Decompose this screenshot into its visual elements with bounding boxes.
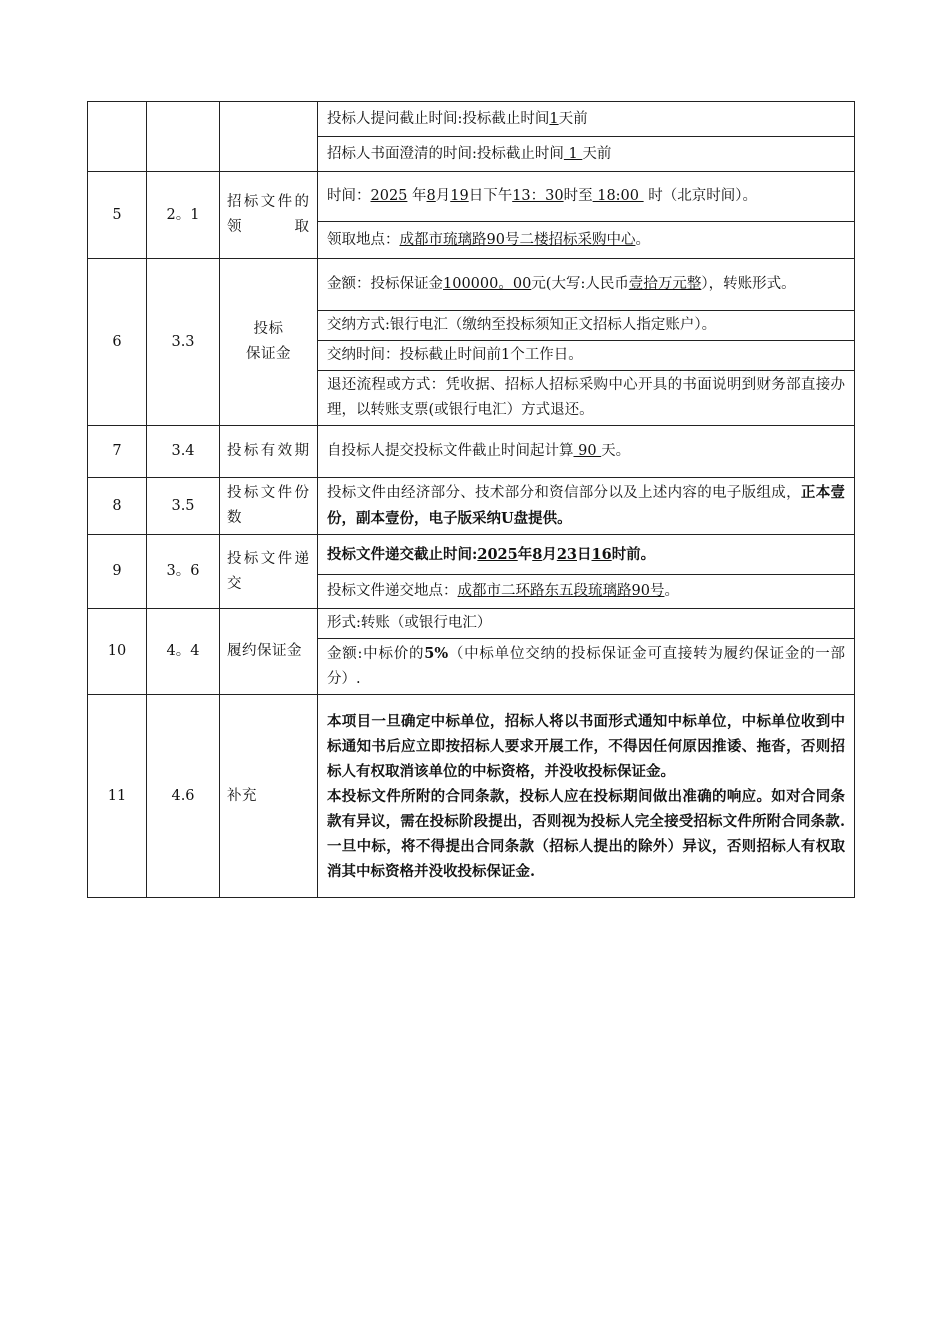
copies-cell: 投标文件由经济部分、技术部分和资信部分以及上述内容的电子版组成，正本壹份，副本壹份，电子版采纳U盘提供。 (318, 478, 855, 535)
submission-deadline-cell: 投标文件递交截止时间:2025年8月23日16时前。 (318, 535, 855, 575)
item-cell: 投标 保证金 (220, 259, 318, 426)
clause-cell (147, 102, 220, 172)
row-number-cell: 11 (88, 695, 147, 898)
table-row (88, 102, 855, 137)
table-row (88, 259, 855, 311)
collection-place-cell: 领取地点：成都市琉璃路90号二楼招标采购中心。 (318, 222, 855, 259)
item-cell: 招标文件的领取 (220, 172, 318, 259)
table-row (88, 695, 855, 898)
item-cell: 补充 (220, 695, 318, 898)
row-number-cell: 7 (88, 426, 147, 478)
bid-bond-method-cell: 交纳方式:银行电汇（缴纳至投标须知正文招标人指定账户）。 (318, 311, 855, 341)
row-number-cell: 5 (88, 172, 147, 259)
bid-bond-refund-cell: 退还流程或方式：凭收据、招标人招标采购中心开具的书面说明到财务部直接办理，以转账支票(或银行电汇）方式退还。 (318, 371, 855, 426)
bid-bond-deadline-cell: 交纳时间：投标截止时间前1个工作日。 (318, 341, 855, 371)
item-cell (220, 102, 318, 172)
performance-bond-amount-cell: 金额:中标价的5%（中标单位交纳的投标保证金可直接转为履约保证金的一部分）. (318, 639, 855, 695)
table-row (88, 609, 855, 639)
table-row (88, 535, 855, 575)
item-cell: 投标文件份数 (220, 478, 318, 535)
clause-cell: 3。6 (147, 535, 220, 609)
performance-bond-form-cell: 形式:转账（或银行电汇） (318, 609, 855, 639)
row-number-cell: 6 (88, 259, 147, 426)
supplement-paragraph: 本项目一旦确定中标单位，招标人将以书面形式通知中标单位，中标单位收到中标通知书后应立即按招标人要求开展工作，不得因任何原因推诿、拖沓，否则招标人有权取消该单位的中标资格，并没收投标保证金。 (327, 712, 845, 780)
row-number-cell: 9 (88, 535, 147, 609)
bid-data-table (87, 101, 855, 898)
clause-cell: 2。1 (147, 172, 220, 259)
validity-cell: 自投标人提交投标文件截止时间起计算 90 天。 (318, 426, 855, 478)
supplement-paragraph: 本投标文件所附的合同条款，投标人应在投标期间做出准确的响应。如对合同条款有异议，需在投标阶段提出，否则视为投标人完全接受招标文件所附合同条款.一旦中标，将不得提出合同条款（招标人提出的除外）异议，否则招标人有权取消其中标资格并没收投标保证金. (327, 787, 845, 880)
collection-time-cell: 时间：2025 年8月19日下午13：30时至 18:00 时（北京时间）。 (318, 172, 855, 222)
item-cell: 投标文件递交 (220, 535, 318, 609)
table-row (88, 172, 855, 222)
supplement-cell (318, 695, 855, 898)
clause-cell: 3.4 (147, 426, 220, 478)
table-row (88, 426, 855, 478)
clause-cell: 4.6 (147, 695, 220, 898)
table-row (88, 478, 855, 535)
submission-place-cell: 投标文件递交地点：成都市二环路东五段琉璃路90号。 (318, 575, 855, 609)
clarification-time-cell: 招标人书面澄清的时间:投标截止时间 1 天前 (318, 137, 855, 172)
item-cell: 投标有效期 (220, 426, 318, 478)
item-cell: 履约保证金 (220, 609, 318, 695)
clause-cell: 4。4 (147, 609, 220, 695)
clause-cell: 3.3 (147, 259, 220, 426)
question-deadline-cell: 投标人提问截止时间:投标截止时间1天前 (318, 102, 855, 137)
row-number-cell: 8 (88, 478, 147, 535)
row-number-cell (88, 102, 147, 172)
clause-cell: 3.5 (147, 478, 220, 535)
bid-bond-amount-cell: 金额：投标保证金100000。00元(大写:人民币壹拾万元整），转账形式。 (318, 259, 855, 311)
row-number-cell: 10 (88, 609, 147, 695)
